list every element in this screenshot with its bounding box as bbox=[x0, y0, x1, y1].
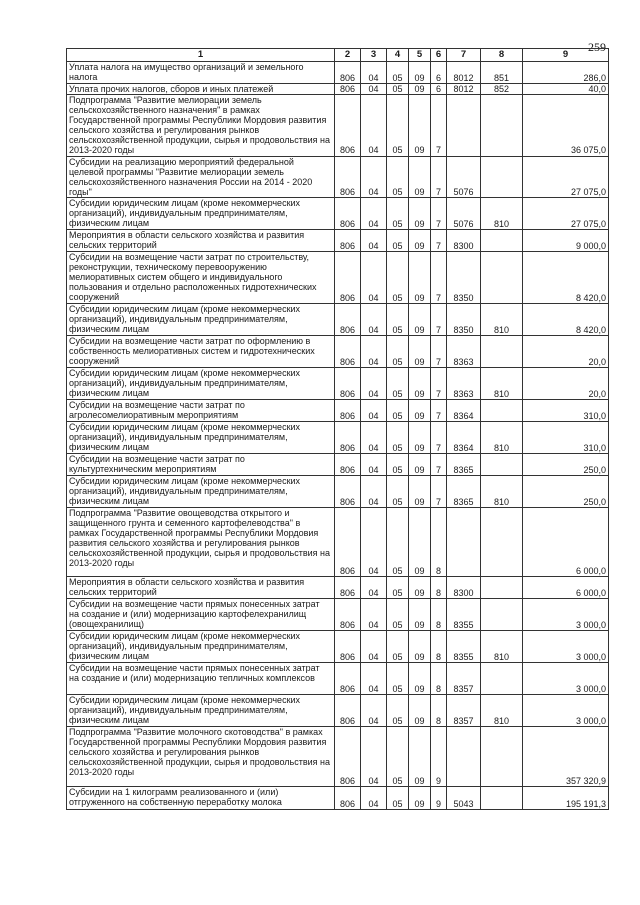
code-subprogram: 7 bbox=[431, 197, 447, 229]
row-description: Уплата прочих налогов, сборов и иных платежей bbox=[67, 84, 335, 95]
table-row bbox=[67, 453, 609, 475]
row-amount: 8 420,0 bbox=[523, 303, 609, 335]
row-amount: 3 000,0 bbox=[523, 694, 609, 726]
column-header: 2 bbox=[335, 49, 361, 62]
code-subsection: 05 bbox=[387, 62, 409, 84]
row-description: Субсидии юридическим лицам (кроме некоммерческих организаций), индивидуальным предпринимателям, физическим лицам bbox=[67, 421, 335, 453]
code-item: 8012 bbox=[447, 84, 481, 95]
table-row bbox=[67, 421, 609, 453]
code-subsection: 05 bbox=[387, 576, 409, 598]
table-row bbox=[67, 62, 609, 84]
row-description: Субсидии юридическим лицам (кроме некоммерческих организаций), индивидуальным предпринимателям, физическим лицам bbox=[67, 630, 335, 662]
row-description: Подпрограмма "Развитие овощеводства открытого и защищенного грунта и семенного картофелеводства" в рамках Государственной программы Республики Мордовия развития сельского хозяйства и регулирования рынков сельскохозяйственной продукции, сырья и продовольствия на 2013-2020 годы bbox=[67, 507, 335, 576]
code-subsection: 05 bbox=[387, 251, 409, 303]
code-expense-type: 810 bbox=[481, 197, 523, 229]
table-row bbox=[67, 598, 609, 630]
code-program: 09 bbox=[409, 62, 431, 84]
code-section: 04 bbox=[361, 786, 387, 809]
code-subsection: 05 bbox=[387, 453, 409, 475]
row-amount: 250,0 bbox=[523, 475, 609, 507]
budget-table bbox=[66, 48, 609, 810]
code-subsection: 05 bbox=[387, 662, 409, 694]
code-subprogram: 7 bbox=[431, 367, 447, 399]
code-gl: 806 bbox=[335, 367, 361, 399]
row-amount: 286,0 bbox=[523, 62, 609, 84]
code-section: 04 bbox=[361, 630, 387, 662]
code-program: 09 bbox=[409, 453, 431, 475]
column-header: 1 bbox=[67, 49, 335, 62]
table-row bbox=[67, 507, 609, 576]
code-gl: 806 bbox=[335, 229, 361, 251]
code-item: 8363 bbox=[447, 335, 481, 367]
code-gl: 806 bbox=[335, 62, 361, 84]
row-amount: 9 000,0 bbox=[523, 229, 609, 251]
code-subprogram: 8 bbox=[431, 507, 447, 576]
code-section: 04 bbox=[361, 229, 387, 251]
code-section: 04 bbox=[361, 367, 387, 399]
code-item: 8300 bbox=[447, 229, 481, 251]
row-description: Субсидии на 1 килограмм реализованного и (или) отгруженного на собственную переработку молока bbox=[67, 786, 335, 809]
row-amount: 20,0 bbox=[523, 335, 609, 367]
code-section: 04 bbox=[361, 251, 387, 303]
table-row bbox=[67, 156, 609, 197]
row-description: Подпрограмма "Развитие мелиорации земель сельскохозяйственного назначения" в рамках Государственной программы Республики Мордовия развития сельского хозяйства и регулирования рынков сельскохозяйственной продукции, сырья и продовольствия на 2013-2020 годы bbox=[67, 95, 335, 156]
code-gl: 806 bbox=[335, 335, 361, 367]
code-expense-type bbox=[481, 335, 523, 367]
code-subsection: 05 bbox=[387, 229, 409, 251]
row-amount: 36 075,0 bbox=[523, 95, 609, 156]
code-section: 04 bbox=[361, 399, 387, 421]
code-item: 5043 bbox=[447, 786, 481, 809]
code-item: 5076 bbox=[447, 156, 481, 197]
column-header: 5 bbox=[409, 49, 431, 62]
code-gl: 806 bbox=[335, 662, 361, 694]
code-program: 09 bbox=[409, 367, 431, 399]
code-gl: 806 bbox=[335, 507, 361, 576]
code-section: 04 bbox=[361, 95, 387, 156]
code-item: 8364 bbox=[447, 421, 481, 453]
code-expense-type bbox=[481, 399, 523, 421]
row-description: Субсидии юридическим лицам (кроме некоммерческих организаций), индивидуальным предпринимателям, физическим лицам bbox=[67, 197, 335, 229]
code-program: 09 bbox=[409, 84, 431, 95]
code-expense-type bbox=[481, 726, 523, 786]
code-subsection: 05 bbox=[387, 335, 409, 367]
row-amount: 27 075,0 bbox=[523, 197, 609, 229]
row-amount: 250,0 bbox=[523, 453, 609, 475]
code-item: 8355 bbox=[447, 598, 481, 630]
row-amount: 310,0 bbox=[523, 399, 609, 421]
code-gl: 806 bbox=[335, 453, 361, 475]
row-description: Субсидии на возмещение части затрат по строительству, реконструкции, техническому перевооружению мелиоративных систем общего и индивидуального пользования и отдельно расположенных гидротехнических сооружений bbox=[67, 251, 335, 303]
code-item bbox=[447, 507, 481, 576]
row-description: Подпрограмма "Развитие молочного скотоводства" в рамках Государственной программы Республики Мордовия развития сельского хозяйства и регулирования рынков сельскохозяйственной продукции, сырья и продовольствия на 2013-2020 годы bbox=[67, 726, 335, 786]
code-expense-type bbox=[481, 576, 523, 598]
table-row bbox=[67, 84, 609, 95]
code-subprogram: 9 bbox=[431, 786, 447, 809]
code-expense-type: 810 bbox=[481, 303, 523, 335]
code-expense-type: 810 bbox=[481, 421, 523, 453]
code-program: 09 bbox=[409, 630, 431, 662]
code-section: 04 bbox=[361, 156, 387, 197]
code-subprogram: 7 bbox=[431, 303, 447, 335]
code-subprogram: 8 bbox=[431, 662, 447, 694]
table-row bbox=[67, 95, 609, 156]
code-subsection: 05 bbox=[387, 197, 409, 229]
table-row bbox=[67, 630, 609, 662]
code-section: 04 bbox=[361, 303, 387, 335]
table-row bbox=[67, 399, 609, 421]
code-program: 09 bbox=[409, 598, 431, 630]
code-gl: 806 bbox=[335, 694, 361, 726]
code-section: 04 bbox=[361, 335, 387, 367]
code-subprogram: 7 bbox=[431, 421, 447, 453]
row-description: Мероприятия в области сельского хозяйства и развития сельских территорий bbox=[67, 229, 335, 251]
column-header: 7 bbox=[447, 49, 481, 62]
code-gl: 806 bbox=[335, 598, 361, 630]
table-row bbox=[67, 367, 609, 399]
code-program: 09 bbox=[409, 229, 431, 251]
row-amount: 20,0 bbox=[523, 367, 609, 399]
table-row bbox=[67, 197, 609, 229]
code-expense-type: 851 bbox=[481, 62, 523, 84]
code-program: 09 bbox=[409, 399, 431, 421]
code-program: 09 bbox=[409, 95, 431, 156]
code-program: 09 bbox=[409, 786, 431, 809]
table-row bbox=[67, 662, 609, 694]
code-section: 04 bbox=[361, 598, 387, 630]
code-subprogram: 7 bbox=[431, 475, 447, 507]
code-subsection: 05 bbox=[387, 726, 409, 786]
code-item: 8012 bbox=[447, 62, 481, 84]
code-section: 04 bbox=[361, 662, 387, 694]
code-item: 8364 bbox=[447, 399, 481, 421]
code-program: 09 bbox=[409, 251, 431, 303]
code-gl: 806 bbox=[335, 576, 361, 598]
code-subsection: 05 bbox=[387, 694, 409, 726]
code-subprogram: 7 bbox=[431, 95, 447, 156]
code-program: 09 bbox=[409, 662, 431, 694]
table-header-row bbox=[67, 49, 609, 62]
row-amount: 3 000,0 bbox=[523, 598, 609, 630]
row-amount: 27 075,0 bbox=[523, 156, 609, 197]
code-subprogram: 7 bbox=[431, 251, 447, 303]
code-program: 09 bbox=[409, 576, 431, 598]
code-item: 8357 bbox=[447, 694, 481, 726]
table-row bbox=[67, 726, 609, 786]
row-description: Субсидии юридическим лицам (кроме некоммерческих организаций), индивидуальным предпринимателям, физическим лицам bbox=[67, 303, 335, 335]
code-item: 8350 bbox=[447, 251, 481, 303]
table-row bbox=[67, 694, 609, 726]
row-description: Субсидии юридическим лицам (кроме некоммерческих организаций), индивидуальным предпринимателям, физическим лицам bbox=[67, 367, 335, 399]
code-gl: 806 bbox=[335, 95, 361, 156]
code-section: 04 bbox=[361, 576, 387, 598]
code-section: 04 bbox=[361, 84, 387, 95]
code-program: 09 bbox=[409, 197, 431, 229]
code-item: 8350 bbox=[447, 303, 481, 335]
code-item bbox=[447, 95, 481, 156]
code-subsection: 05 bbox=[387, 84, 409, 95]
code-section: 04 bbox=[361, 475, 387, 507]
code-gl: 806 bbox=[335, 726, 361, 786]
code-expense-type bbox=[481, 453, 523, 475]
code-expense-type: 810 bbox=[481, 694, 523, 726]
code-subsection: 05 bbox=[387, 786, 409, 809]
code-expense-type bbox=[481, 229, 523, 251]
code-item: 8300 bbox=[447, 576, 481, 598]
row-description: Субсидии на возмещение части прямых понесенных затрат на создание и (или) модернизацию картофелехранилищ (овощехранилищ) bbox=[67, 598, 335, 630]
code-subsection: 05 bbox=[387, 630, 409, 662]
code-subsection: 05 bbox=[387, 303, 409, 335]
code-expense-type bbox=[481, 251, 523, 303]
code-program: 09 bbox=[409, 335, 431, 367]
code-subprogram: 8 bbox=[431, 598, 447, 630]
code-item: 8365 bbox=[447, 475, 481, 507]
code-program: 09 bbox=[409, 421, 431, 453]
code-subprogram: 8 bbox=[431, 694, 447, 726]
code-section: 04 bbox=[361, 453, 387, 475]
code-section: 04 bbox=[361, 694, 387, 726]
code-program: 09 bbox=[409, 726, 431, 786]
code-item: 8363 bbox=[447, 367, 481, 399]
column-header: 4 bbox=[387, 49, 409, 62]
code-gl: 806 bbox=[335, 475, 361, 507]
table-row bbox=[67, 475, 609, 507]
table-row bbox=[67, 786, 609, 809]
code-expense-type bbox=[481, 662, 523, 694]
code-section: 04 bbox=[361, 421, 387, 453]
code-item bbox=[447, 726, 481, 786]
code-subsection: 05 bbox=[387, 421, 409, 453]
row-description: Субсидии юридическим лицам (кроме некоммерческих организаций), индивидуальным предпринимателям, физическим лицам bbox=[67, 694, 335, 726]
table-row bbox=[67, 335, 609, 367]
row-description: Субсидии на возмещение части затрат по оформлению в собственность мелиоративных систем и гидротехнических сооружений bbox=[67, 335, 335, 367]
row-amount: 6 000,0 bbox=[523, 507, 609, 576]
code-subprogram: 6 bbox=[431, 62, 447, 84]
code-section: 04 bbox=[361, 62, 387, 84]
row-amount: 195 191,3 bbox=[523, 786, 609, 809]
code-subprogram: 7 bbox=[431, 335, 447, 367]
code-subprogram: 7 bbox=[431, 399, 447, 421]
code-subsection: 05 bbox=[387, 367, 409, 399]
code-subprogram: 7 bbox=[431, 229, 447, 251]
code-expense-type bbox=[481, 786, 523, 809]
code-item: 5076 bbox=[447, 197, 481, 229]
code-section: 04 bbox=[361, 507, 387, 576]
code-gl: 806 bbox=[335, 84, 361, 95]
code-subsection: 05 bbox=[387, 399, 409, 421]
code-program: 09 bbox=[409, 694, 431, 726]
row-description: Мероприятия в области сельского хозяйства и развития сельских территорий bbox=[67, 576, 335, 598]
table-row bbox=[67, 229, 609, 251]
code-program: 09 bbox=[409, 303, 431, 335]
row-description: Субсидии на возмещение части затрат по агролесомелиоративным мероприятиям bbox=[67, 399, 335, 421]
table-row bbox=[67, 251, 609, 303]
row-description: Субсидии юридическим лицам (кроме некоммерческих организаций), индивидуальным предпринимателям, физическим лицам bbox=[67, 475, 335, 507]
code-gl: 806 bbox=[335, 197, 361, 229]
column-header: 3 bbox=[361, 49, 387, 62]
row-amount: 40,0 bbox=[523, 84, 609, 95]
code-expense-type: 810 bbox=[481, 475, 523, 507]
row-amount: 8 420,0 bbox=[523, 251, 609, 303]
row-amount: 310,0 bbox=[523, 421, 609, 453]
code-gl: 806 bbox=[335, 303, 361, 335]
column-header: 8 bbox=[481, 49, 523, 62]
code-subsection: 05 bbox=[387, 156, 409, 197]
column-header: 6 bbox=[431, 49, 447, 62]
code-subprogram: 8 bbox=[431, 630, 447, 662]
row-amount: 3 000,0 bbox=[523, 662, 609, 694]
code-expense-type: 810 bbox=[481, 630, 523, 662]
column-header: 9 bbox=[523, 49, 609, 62]
row-description: Субсидии на реализацию мероприятий федеральной целевой программы "Развитие мелиорации земель сельскохозяйственного назначения России на 2014 - 2020 годы" bbox=[67, 156, 335, 197]
row-description: Субсидии на возмещение части затрат по культуртехническим мероприятиям bbox=[67, 453, 335, 475]
code-program: 09 bbox=[409, 156, 431, 197]
code-subprogram: 7 bbox=[431, 156, 447, 197]
code-subprogram: 7 bbox=[431, 453, 447, 475]
code-subprogram: 6 bbox=[431, 84, 447, 95]
row-amount: 3 000,0 bbox=[523, 630, 609, 662]
code-expense-type bbox=[481, 156, 523, 197]
code-item: 8355 bbox=[447, 630, 481, 662]
code-item: 8357 bbox=[447, 662, 481, 694]
code-gl: 806 bbox=[335, 786, 361, 809]
code-section: 04 bbox=[361, 726, 387, 786]
row-description: Уплата налога на имущество организаций и земельного налога bbox=[67, 62, 335, 84]
code-subprogram: 9 bbox=[431, 726, 447, 786]
table-row bbox=[67, 303, 609, 335]
code-expense-type bbox=[481, 95, 523, 156]
code-gl: 806 bbox=[335, 630, 361, 662]
row-amount: 6 000,0 bbox=[523, 576, 609, 598]
code-program: 09 bbox=[409, 475, 431, 507]
code-expense-type bbox=[481, 598, 523, 630]
code-gl: 806 bbox=[335, 251, 361, 303]
code-section: 04 bbox=[361, 197, 387, 229]
code-subsection: 05 bbox=[387, 598, 409, 630]
code-subsection: 05 bbox=[387, 475, 409, 507]
code-gl: 806 bbox=[335, 399, 361, 421]
code-gl: 806 bbox=[335, 156, 361, 197]
code-program: 09 bbox=[409, 507, 431, 576]
code-subprogram: 8 bbox=[431, 576, 447, 598]
code-subsection: 05 bbox=[387, 95, 409, 156]
table-row bbox=[67, 576, 609, 598]
table-body bbox=[67, 62, 609, 810]
page-number: 259 bbox=[588, 40, 606, 54]
code-expense-type: 852 bbox=[481, 84, 523, 95]
code-gl: 806 bbox=[335, 421, 361, 453]
code-expense-type bbox=[481, 507, 523, 576]
row-description: Субсидии на возмещение части прямых понесенных затрат на создание и (или) модернизацию тепличных комплексов bbox=[67, 662, 335, 694]
code-item: 8365 bbox=[447, 453, 481, 475]
code-expense-type: 810 bbox=[481, 367, 523, 399]
code-subsection: 05 bbox=[387, 507, 409, 576]
row-amount: 357 320,9 bbox=[523, 726, 609, 786]
